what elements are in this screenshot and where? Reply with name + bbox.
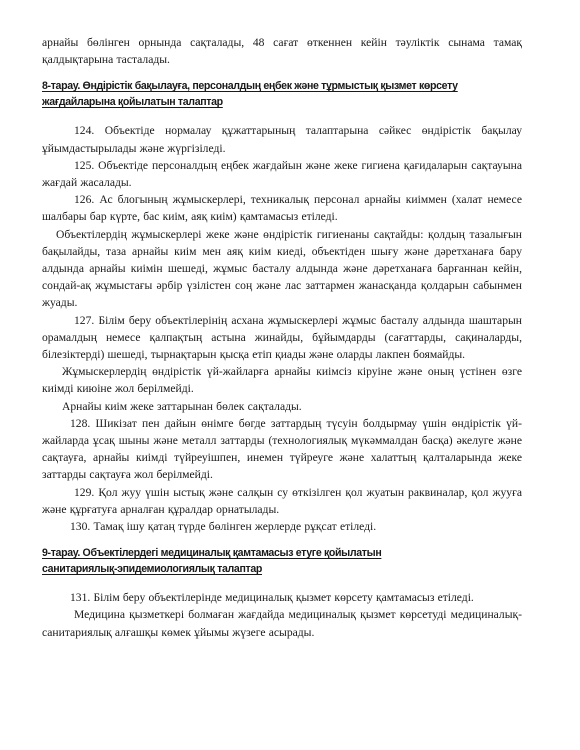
paragraph-129: 129. Қол жуу үшін ыстық және салқын су өткізілген қол жуатын раквиналар, қол жууға және құрғатуға арналған құралдар орнатылады. — [42, 485, 522, 516]
paragraph-131: 131. Білім беру объектілерінде медициналық қызмет көрсету қамтамасыз етіледі. — [70, 591, 474, 605]
paragraph-126-continued: Объектілердің жұмыскерлері жеке және өндірістік гигиенаны сақтайды: қолдың тазалығын бақылайды, таза арнайы киім мен аяқ киім киеді, объектіден шығу және дәретханаға бару алдында арнайы киімін шешеді, жұмыс басталу алдында және дәретханаға барғаннан кейін, сондай-ақ жұмыстағы әрбір үзілістен соң және лас заттармен жанасқанда қолдарын сабынмен жуады. — [42, 227, 522, 310]
section-8-heading — [42, 78, 522, 110]
spacer — [42, 68, 522, 78]
spacer — [42, 577, 522, 589]
spacer — [42, 535, 522, 545]
paragraph-130: 130. Тамақ ішу қатаң түрде бөлінген жерлерде рұқсат етіледі. — [70, 520, 377, 534]
paragraph-127: 127. Білім беру объектілерінің асхана жұмыскерлері жұмыс басталу алдында шаштарын орамалдың немесе қалпақтың астына жинайды, бұйымдарды (сағаттарды, сақиналарды, білезіктерді) шешеді, тырнақтарын қысқа етіп қиады және оларды лакпен боямайды. — [42, 313, 522, 362]
paragraph-127-note: Арнайы киім жеке заттарынан бөлек сақталады. — [62, 399, 302, 413]
section-8-heading-line-1: 8-тарау. Өндірістік бақылауға, персоналдың еңбек және тұрмыстық қызмет көрсету — [42, 80, 458, 93]
paragraph-124: 124. Объектіде нормалау құжаттарының талаптарына сәйкес өндірістік бақылау ұйымдастырылады және жүргізіледі. — [42, 124, 522, 155]
section-9-heading-line-1: 9-тарау. Объектілердегі медициналық қамтамасыз етуге қойылатын — [42, 547, 382, 560]
section-9-heading — [42, 545, 522, 577]
section-9-heading-line-2: санитариялық-эпидемиологиялық талаптар — [42, 563, 263, 576]
paragraph-128: 128. Шикізат пен дайын өнімге бөгде заттардың түсуін болдырмау үшін өндірістік үй-жайларда ұсақ шыны және металл заттарды (технологиялық мүкәммалдан басқа) әкелуге және сақтауға, арнайы киімді түйреуішпен, инемен түйреуге және халаттың қалталарында жеке заттарды сақтауға жол берілмейді. — [42, 416, 522, 482]
continuation-paragraph: арнайы бөлінген орнында сақталады, 48 сағат өткеннен кейін тәуліктік сынама тамақ қалдықтарына тасталады. — [42, 36, 522, 67]
section-8-heading-line-2: жағдайларына қойылатын талаптар — [42, 96, 223, 109]
spacer — [42, 110, 522, 122]
paragraph-127-continued: Жұмыскерлердің өндірістік үй-жайларға арнайы киімсіз кіруіне және оның үстінен өзге киімді киюіне жол берілмейді. — [42, 365, 522, 396]
paragraph-125: 125. Объектіде персоналдың еңбек жағдайын және жеке гигиена қағидаларын сақтауына жағдай жасалады. — [42, 158, 522, 190]
paragraph-131-continued: Медицина қызметкері болмаған жағдайда медициналық қызмет көрсетуді медициналық-санитариялық алғашқы көмек ұйымы жүзеге асырады. — [42, 608, 522, 639]
paragraph-126: 126. Ас блогының жұмыскерлері, техникалық персонал арнайы киіммен (халат немесе шалбары бар күрте, бас киім, аяқ киім) қамтамасыз етіледі. — [42, 193, 522, 224]
